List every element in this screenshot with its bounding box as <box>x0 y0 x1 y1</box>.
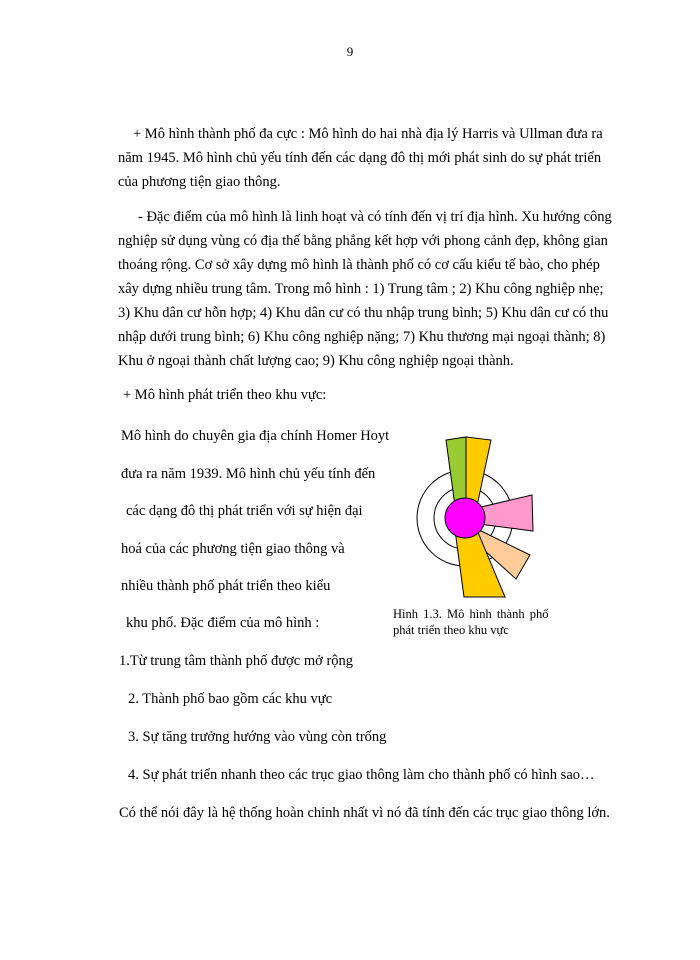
section-heading: + Mô hình phát triển theo khu vực: <box>123 387 327 403</box>
sector-model-figure <box>403 430 593 605</box>
sector-pink <box>477 495 533 531</box>
paragraph-line: nhập dưới trung bình; 6) Khu công nghiệp nặng; 7) Khu thương mại ngoại thành; 8) <box>118 329 606 345</box>
list-item: 1.Từ trung tâm thành phố được mở rộng <box>119 653 354 669</box>
center-circle <box>445 498 485 538</box>
paragraph-line: Mô hình do chuyên gia địa chính Homer Hoyt <box>121 428 390 444</box>
sector-yellow-top <box>466 437 491 506</box>
list-item: 4. Sự phát triển nhanh theo các trục giao thông làm cho thành phố có hình sao… <box>128 767 595 783</box>
paragraph-line: nghiệp sử dụng vùng có địa thế bằng phẳng kết hợp với phong cảnh đẹp, không gian <box>118 233 608 249</box>
paragraph-line: đưa ra năm 1939. Mô hình chủ yếu tính đến <box>121 466 376 482</box>
paragraph-line: khu phố. Đặc điểm của mô hình : <box>126 615 320 631</box>
paragraph-line: nhiều thành phố phát triển theo kiểu <box>121 578 331 594</box>
paragraph-line: xây dựng nhiều trung tâm. Trong mô hình : 1) Trung tâm ; 2) Khu công nghiệp nhẹ; <box>118 281 604 297</box>
paragraph-line: hoá của các phương tiện giao thông và <box>121 541 345 557</box>
paragraph-line: năm 1945. Mô hình chủ yếu tính đến các dạng đô thị mới phát sinh do sự phát triển <box>118 150 602 166</box>
paragraph-line: Khu ở ngoại thành chất lượng cao; 9) Khu công nghiệp ngoại thành. <box>118 353 514 369</box>
sector-green <box>446 437 466 506</box>
paragraph-line: các dạng đô thị phát triển với sự hiện đại <box>126 503 363 519</box>
paragraph-line: - Đặc điểm của mô hình là linh hoạt và có tính đến vị trí địa hình. Xu hướng công <box>138 209 612 225</box>
conclusion: Có thể nói đây là hệ thống hoàn chỉnh nhất vì nó đã tính đến các trục giao thông lớn. <box>119 805 610 821</box>
paragraph-line: + Mô hình thành phố đa cực : Mô hình do hai nhà địa lý Harris và Ullman đưa ra <box>133 126 603 142</box>
paragraph-line: 3) Khu dân cư hỗn hợp; 4) Khu dân cư có thu nhập trung bình; 5) Khu dân cư có thu <box>118 305 609 321</box>
paragraph-line: của phương tiện giao thông. <box>118 174 281 190</box>
figure-caption-line: phát triển theo khu vực <box>393 623 509 637</box>
figure-caption-line: Hình 1.3. Mô hình thành phố <box>393 607 549 621</box>
list-item: 3. Sự tăng trưởng hướng vào vùng còn trống <box>128 729 387 745</box>
page-number: 9 <box>346 44 354 59</box>
paragraph-line: thoáng rộng. Cơ sở xây dựng mô hình là thành phố có cơ cấu kiểu tế bào, cho phép <box>118 257 600 273</box>
list-item: 2. Thành phố bao gồm các khu vực <box>128 691 333 707</box>
